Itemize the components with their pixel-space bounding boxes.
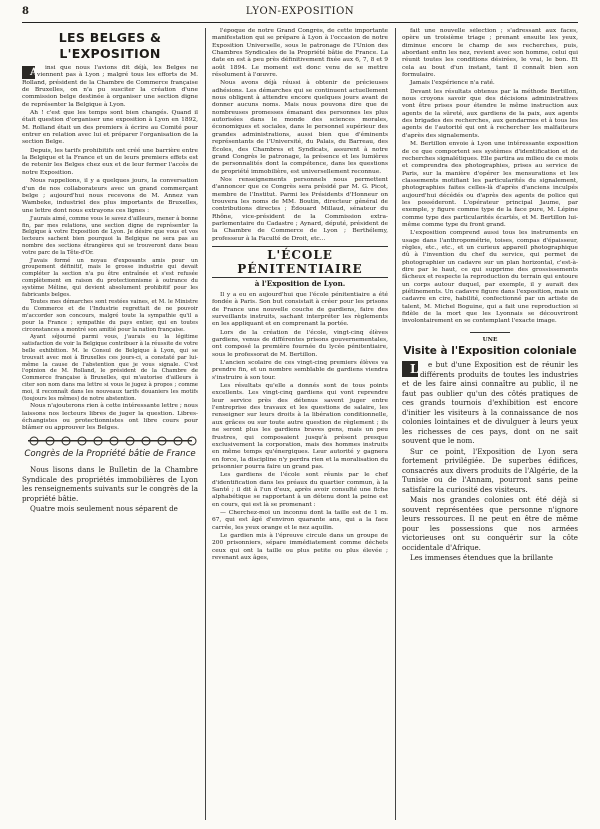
quote-paragraph: Ayant séjourné parmi vous, j'aurais eu la légitime satisfaction de voir la Belgique contribuer à la réussite de votre belle exhibition. M. le Consul de Belgique à Lyon, qui se trouvait avec moi à Bruxelles ces jours-ci, a constaté par lui-même la cause de l'abstention que je vous signale. C'est l'opinion de M. Rolland, le président de la Chambre de Commerce française à Bruxelles, qui m'autorise d'ailleurs à citer son nom dans ma lettre si vous le jugez à propos ; comme moi, il reconnaît dans les nouveaux tarifs douaniers les motifs (toujours les mêmes) de notre abstention. — [22, 334, 198, 402]
paragraph: Les résultats qu'elle a donnés sont de tous points excellents. Les vingt-cinq gardiens qui vont reprendre leur service près des détenus savent juger entre l'entreprise des travaux et les questions de salaire, les renseigner sur leurs droits à la libération conditionnelle, aux grâces ou sur toute autre question de règlement ; ils ne seront plus les gardiens braves gens, mais un peu frustres, qui composaient jusqu'à présent presque exclusivement la corporation, mais des hommes instruits en même temps qu'énergiques. Leur autorité y gagnera en force, la discipline n'y perdra rien et la moralisation du prisonnier pourra faire un grand pas. — [212, 383, 388, 470]
article-title-congres: Congrès de la Propriété bâtie de France — [24, 448, 196, 459]
paragraph: L'ancien scolaire de ces vingt-cinq premiers élèves va prendre fin, et un nombre semblable de gardiens viendra s'instruire à son tour. — [212, 360, 388, 381]
ornament-divider — [22, 435, 198, 447]
paragraph: Jamais l'expérience n'a raté. — [410, 80, 495, 87]
paragraph: Quatre mois seulement nous séparent de — [30, 504, 178, 514]
quote-paragraph: J'avais formé un noyau d'exposants amis pour un groupement définitif, mais le grosse industrie qui devait compléter la section n'a pu être entraînée et s'est refusée complètement en raison du protectionnisme à outrance du système Méline, qui devient absolument prohibitif pour les fabricants belges. — [22, 257, 198, 298]
paragraph: Nos renseignements personnels nous permettent d'annoncer que ce Congrès sera présidé par M. G. Picot, membre de l'Institut. Parmi les Présidents d'Honneur on trouvera les noms de MM. Boutin, directeur général de contributions directes ; Édouard Millaud, sénateur du Rhône, vice-président de la Commission extra-parlementaire du Cadastre ; Aynard, député, président de la Chambre de Commerce de Lyon ; Berthélemy, professeur à la Faculté de Droit, etc... — [212, 176, 388, 242]
paragraph: Les immenses étendues que la brillante — [410, 553, 553, 563]
paragraph: Devant les résultats obtenus par la méthode Bertillon, nous croyons savoir que des décisions administratives vont être prises pour étendre le même instruction aux agents de la sûreté, aux gardiens de la paix, aux agents des brigades des recherches, aux gendarmes et à tous les agents de l'autorité qui ont à rechercher les malfaiteurs d'après des signalements. — [402, 88, 578, 139]
quote-paragraph: J'aurais aimé, comme vous le savez d'ailleurs, mener à bonne fin, par mes relations, une section digne de représenter la Belgique à votre Exposition de Lyon. Je désire que vous et vos lecteurs sachent bien pourquoi la Belgique ne sera pas au nombre des sections étrangères qui se trouveront dans beau votre parc de la Tête-d'Or. — [22, 215, 198, 256]
paragraph: L'exposition comprend aussi tous les instruments en usage dans l'anthropométrie, toises, compas d'épaisseur, règles, etc., etc., et un curieux appareil photographique dû à l'invention du chef du service, qui permet de photographier un cadavre sur un plan horizontal, c'est-à-dire par le haut, ce qui supprime des grossissements fâcheux et respecte la reproduction du terrain qui entoure un corps autour duquel, par exemple, il y aurait des piétinements. Un cadavre figure dans l'exposition, mais un cadavre en cire, habilité, confectionné par un artiste de talent, M. Michel Boguine, qui a fait une reproduction si fidèle de la mort que les Lyonnais se découvriront involontairement en se contemplant l'exacte image. — [402, 230, 578, 325]
kicker-une: UNE — [482, 336, 498, 343]
page-number: 8 — [22, 6, 29, 17]
section-rule — [470, 332, 510, 333]
article-subtitle-ecole: à l'Exposition de Lyon. — [254, 278, 346, 288]
paragraph: Nous avons déjà réussi à obtenir de précieuses adhésions. Les démarches qui se continuent actuellement nous obligent à attendre encore quelques jours avant de donner aucuns noms. Mais nous pouvons dire que de nombreuses promesses émanant des personnes les plus autorisées dans le monde des sciences morales, économiques et sociales, dans le personnel supérieur des grandes administrations, aussi bien que d'éminents représentants de l'Université, du Palais, du Barreau, des Écoles, des Chambres et Syndicats, assurent à notre grand Congrès le patronage, la présence et les lumières de personnalités dont la compétence, dans les questions de propriété immobilière, est universellement reconnue. — [212, 80, 388, 175]
running-title: LYON-EXPOSITION — [245, 6, 355, 17]
paragraph: Lors de la création de l'école, vingt-cinq élèves gardiens, venus de différentes prisons gouvernementales, ont composé la première fournée du lycée pénitentiaire, sous le professorat de M. Bertillon. — [212, 329, 388, 358]
drop-cap: A — [22, 66, 35, 79]
article-title-visite: Visite à l'Exposition coloniale — [403, 345, 577, 358]
paragraph: e but d'une Exposition est de réunir les différents produits de toutes les industries et de les faire ainsi connaître au public, il ne faut pas oublier qu'un des côtés pratiques de ces grands tournois d'exhibition est encore d'initier les visiteurs à la connaissance de nos colonies lointaines et de divulguer à leurs yeux les richesses de ces pays, dont on ne sait souvent que le nom. — [402, 360, 578, 446]
paragraph: fait une nouvelle sélection ; s'adressant aux faces, opère un troisième triage ; prenant ensuite les yeux, diminue encore le champ de ses recherches, puis, abordant enfin les nez, revient avec son homme, celui qui réunit toutes les conditions désirées, le vrai, le bon. Et cela au bout d'un instant, tant il connaît bien son formulaire. — [402, 28, 578, 79]
paragraph: Nous n'ajouterons rien à cette intéressante lettre ; nous laissons nos lecteurs libres de juger la question. Libres-échangistes ou protectionnistes ont libre cours pour blâmer ou approuver les Belges. — [22, 403, 198, 432]
column-2 — [212, 28, 388, 820]
column-rule — [205, 28, 206, 820]
paragraph: l'époque de notre Grand Congrès, de cette importante manifestation qui se prépare à Lyon à l'occasion de notre Exposition Universelle, sous le patronage de l'Union des Chambres Syndicales de la Propriété bâtie de France. La date en est à peu près définitivement fixée aux 6, 7, 8 et 9 août 1894. Le moment est donc venu de se mettre résolument à l'œuvre. — [212, 28, 388, 79]
paragraph: Il y a eu en aujourd'hui que l'école pénitentiaire a été fondée à Paris. Son but consistait à créer pour les prisons de France une nouvelle couche de gardiens, faire des surveillants instruits, sachant interpréter les règlements en les appliquant et en comprenant la portée. — [212, 291, 388, 328]
column-rule — [395, 28, 396, 820]
column-3 — [402, 28, 578, 820]
paragraph: Mais nos grandes colonies ont été déjà si souvent représentées que personne n'ignore leurs ressources. Il ne peut en être de même pour les possessions que nos armées victorieuses ont su conquérir sur la côte occidentale d'Afrique. — [402, 495, 578, 552]
drop-cap: L — [402, 361, 418, 377]
paragraph: — Cherchez-moi un inconnu dont la taille est de 1 m. 67, qui est âgé d'environ quarante ans, qui a la face carrée, les yeux orange et le nez aquilin. — [212, 509, 388, 531]
paragraph: Nous rappelions, il y a quelques jours, la conversation d'un de nos collaborateurs avec un grand commerçant belge ; aujourd'hui nous recevons de M. Annez van Wambeke, industriel des plus importants de Bruxelles, une lettre dont nous extrayons ces lignes : — [22, 178, 198, 214]
column-1 — [22, 28, 198, 820]
paragraph: insi que nous l'avions dit déjà, les Belges ne viennent pas à Lyon ; malgré tous les efforts de M. Rolland, président de la Chambre de Commerce française de Bruxelles, on n'a pu susciter la création d'une commission belge destinée à organiser une section digne de représenter la Belgique à Lyon. — [22, 65, 198, 108]
paragraph: M. Bertillon envoie à Lyon une intéressante exposition de ce que comportent ses systèmes d'identification et de recherches signalétiques. Elle partira au milieu de ce mois et comprendra des photographies, prises au service de Paris, sur la manière d'opérer les mensurations et les classements motifiant les particularités du signalement, photographies faites celles-là d'après d'anciens inculpés aujourd'hui décédés ou d'après des agents de police qui les posséderont. L'opérateur principal Jaume, par exemple, y figure comme type de la face pure, M. Lépine comme type des particularités écartés, et M. Bertillon lui-même comme type du front grand. — [402, 141, 578, 228]
paragraph: Le gardien mis à l'épreuve circule dans un groupe de 200 prisonniers, sépare immédiatement comme déchets ceux qui ont la taille ou plus petite ou plus élevée ; revenant aux âges, — [212, 532, 388, 561]
article-title-belges: LES BELGES & L'EXPOSITION — [58, 30, 162, 61]
paragraph: Ah ! c'est que les temps sont bien changés. Quand il était question d'organiser une exposition à Lyon en 1892, M. Rolland était un des premiers à écrire au Comité pour entrer en relation avec lui et préparer l'organisation de la section Belge. — [22, 110, 198, 146]
paragraph: Sur ce point, l'Exposition de Lyon sera fortement privilégiée. De superbes édifices, consacrés aux divers produits de l'Algérie, de la Tunisie ou de l'Annam, pourront sans peine satisfaire la curiosité des visiteurs. — [402, 446, 578, 494]
paragraph: Depuis, les tarifs prohibitifs ont créé une barrière entre la Belgique et la France et un de leurs premiers effets est de retenir les Belges chez eux et de leur fermer l'accès de notre Exposition. — [22, 147, 198, 176]
page-header — [22, 6, 578, 23]
paragraph: Les gardiens de l'école sont réunis par le chef d'identification dans les préaux du quartier commun, à la Santé ; il dit à l'un d'eux, après avoir consulté une fiche alphabétique se rapportant à un détenu dont la peine est en cours, qui est là se promenant : — [212, 472, 388, 508]
paragraph: Nous lisons dans le Bulletin de la Chambre Syndicale des propriétés immobilières de Lyon les renseignements suivants sur le congrès de la propriété bâtie. — [22, 465, 198, 503]
quote-paragraph: Toutes mes démarches sont restées vaines, et M. le Ministre du Commerce et de l'Industrie regrettait de ne pouvoir m'accorder son concours, malgré toute la sympathie qu'il a pour la France ; sympathie du pays entier, qui en toutes circonstances a montré son amitié pour la nation française. — [22, 299, 198, 333]
article-title-ecole: L'ÉCOLE PÉNITENTIAIRE — [212, 246, 388, 278]
